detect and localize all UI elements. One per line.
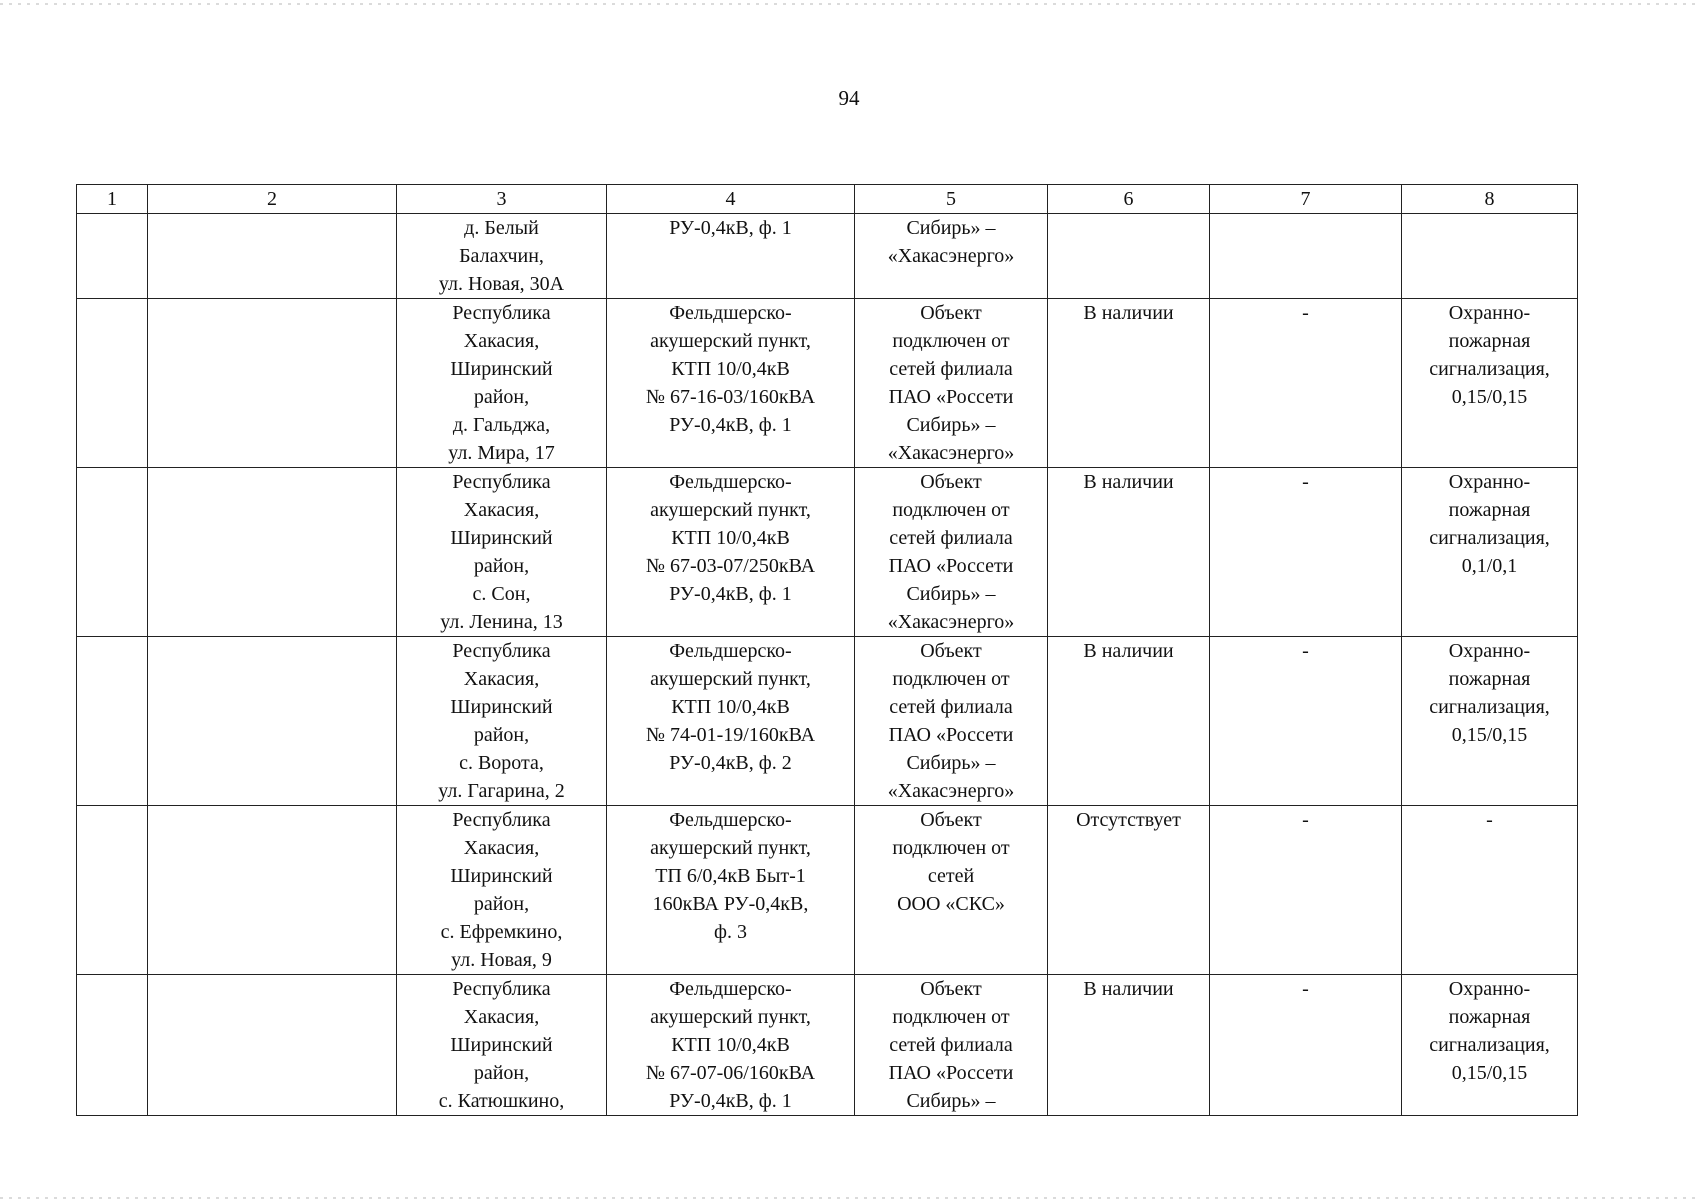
cell-alarm: Охранно- пожарная сигнализация, 0,15/0,15: [1402, 299, 1578, 468]
cell-col7: -: [1210, 637, 1402, 806]
cell-address: Республика Хакасия, Ширинский район, д. Гальджа, ул. Мира, 17: [397, 299, 607, 468]
column-header: 8: [1402, 185, 1578, 214]
cell-availability: В наличии: [1048, 637, 1210, 806]
cell-facility: Фельдшерско- акушерский пункт, КТП 10/0,4кВ № 67-07-06/160кВА РУ-0,4кВ, ф. 1: [607, 975, 855, 1116]
cell-number: [77, 806, 148, 975]
cell-availability: В наличии: [1048, 468, 1210, 637]
cell-availability: В наличии: [1048, 299, 1210, 468]
table-header-row: [77, 185, 1578, 214]
cell-col7: -: [1210, 299, 1402, 468]
column-header: 2: [148, 185, 397, 214]
cell-connection: Сибирь» – «Хакасэнерго»: [855, 214, 1048, 299]
cell-alarm: Охранно- пожарная сигнализация, 0,15/0,15: [1402, 637, 1578, 806]
column-header: 1: [77, 185, 148, 214]
cell-name: [148, 806, 397, 975]
cell-number: [77, 468, 148, 637]
cell-facility: РУ-0,4кВ, ф. 1: [607, 214, 855, 299]
cell-facility: Фельдшерско- акушерский пункт, КТП 10/0,4кВ № 74-01-19/160кВА РУ-0,4кВ, ф. 2: [607, 637, 855, 806]
column-header: 4: [607, 185, 855, 214]
scan-edge-top: [0, 3, 1698, 5]
data-table: [76, 184, 1578, 1116]
cell-address: Республика Хакасия, Ширинский район, с. Катюшкино,: [397, 975, 607, 1116]
cell-address: Республика Хакасия, Ширинский район, с. Ворота, ул. Гагарина, 2: [397, 637, 607, 806]
column-header: 7: [1210, 185, 1402, 214]
scan-edge-bottom: [0, 1197, 1698, 1199]
cell-connection: Объект подключен от сетей филиала ПАО «Россети Сибирь» – «Хакасэнерго»: [855, 637, 1048, 806]
cell-connection: Объект подключен от сетей ООО «СКС»: [855, 806, 1048, 975]
cell-alarm: Охранно- пожарная сигнализация, 0,15/0,15: [1402, 975, 1578, 1116]
cell-alarm: [1402, 214, 1578, 299]
cell-col7: -: [1210, 468, 1402, 637]
cell-availability: Отсутствует: [1048, 806, 1210, 975]
cell-facility: Фельдшерско- акушерский пункт, КТП 10/0,4кВ № 67-16-03/160кВА РУ-0,4кВ, ф. 1: [607, 299, 855, 468]
cell-alarm: -: [1402, 806, 1578, 975]
column-header: 3: [397, 185, 607, 214]
cell-availability: [1048, 214, 1210, 299]
table-row: [77, 975, 1578, 1116]
table-row: [77, 637, 1578, 806]
table-row: [77, 468, 1578, 637]
cell-address: Республика Хакасия, Ширинский район, с. Ефремкино, ул. Новая, 9: [397, 806, 607, 975]
cell-name: [148, 637, 397, 806]
cell-connection: Объект подключен от сетей филиала ПАО «Россети Сибирь» – «Хакасэнерго»: [855, 299, 1048, 468]
page-number: 94: [838, 86, 860, 110]
cell-availability: В наличии: [1048, 975, 1210, 1116]
cell-connection: Объект подключен от сетей филиала ПАО «Россети Сибирь» – «Хакасэнерго»: [855, 468, 1048, 637]
cell-number: [77, 637, 148, 806]
table-row: [77, 806, 1578, 975]
column-header: 6: [1048, 185, 1210, 214]
cell-facility: Фельдшерско- акушерский пункт, КТП 10/0,4кВ № 67-03-07/250кВА РУ-0,4кВ, ф. 1: [607, 468, 855, 637]
table-row: [77, 214, 1578, 299]
cell-connection: Объект подключен от сетей филиала ПАО «Россети Сибирь» –: [855, 975, 1048, 1116]
cell-name: [148, 468, 397, 637]
cell-address: Республика Хакасия, Ширинский район, с. Сон, ул. Ленина, 13: [397, 468, 607, 637]
cell-col7: -: [1210, 975, 1402, 1116]
cell-alarm: Охранно- пожарная сигнализация, 0,1/0,1: [1402, 468, 1578, 637]
cell-col7: -: [1210, 806, 1402, 975]
cell-name: [148, 214, 397, 299]
cell-number: [77, 975, 148, 1116]
cell-facility: Фельдшерско- акушерский пункт, ТП 6/0,4кВ Быт-1 160кВА РУ-0,4кВ, ф. 3: [607, 806, 855, 975]
cell-number: [77, 214, 148, 299]
cell-col7: [1210, 214, 1402, 299]
cell-name: [148, 299, 397, 468]
cell-name: [148, 975, 397, 1116]
table-row: [77, 299, 1578, 468]
cell-address: д. Белый Балахчин, ул. Новая, 30А: [397, 214, 607, 299]
cell-number: [77, 299, 148, 468]
column-header: 5: [855, 185, 1048, 214]
